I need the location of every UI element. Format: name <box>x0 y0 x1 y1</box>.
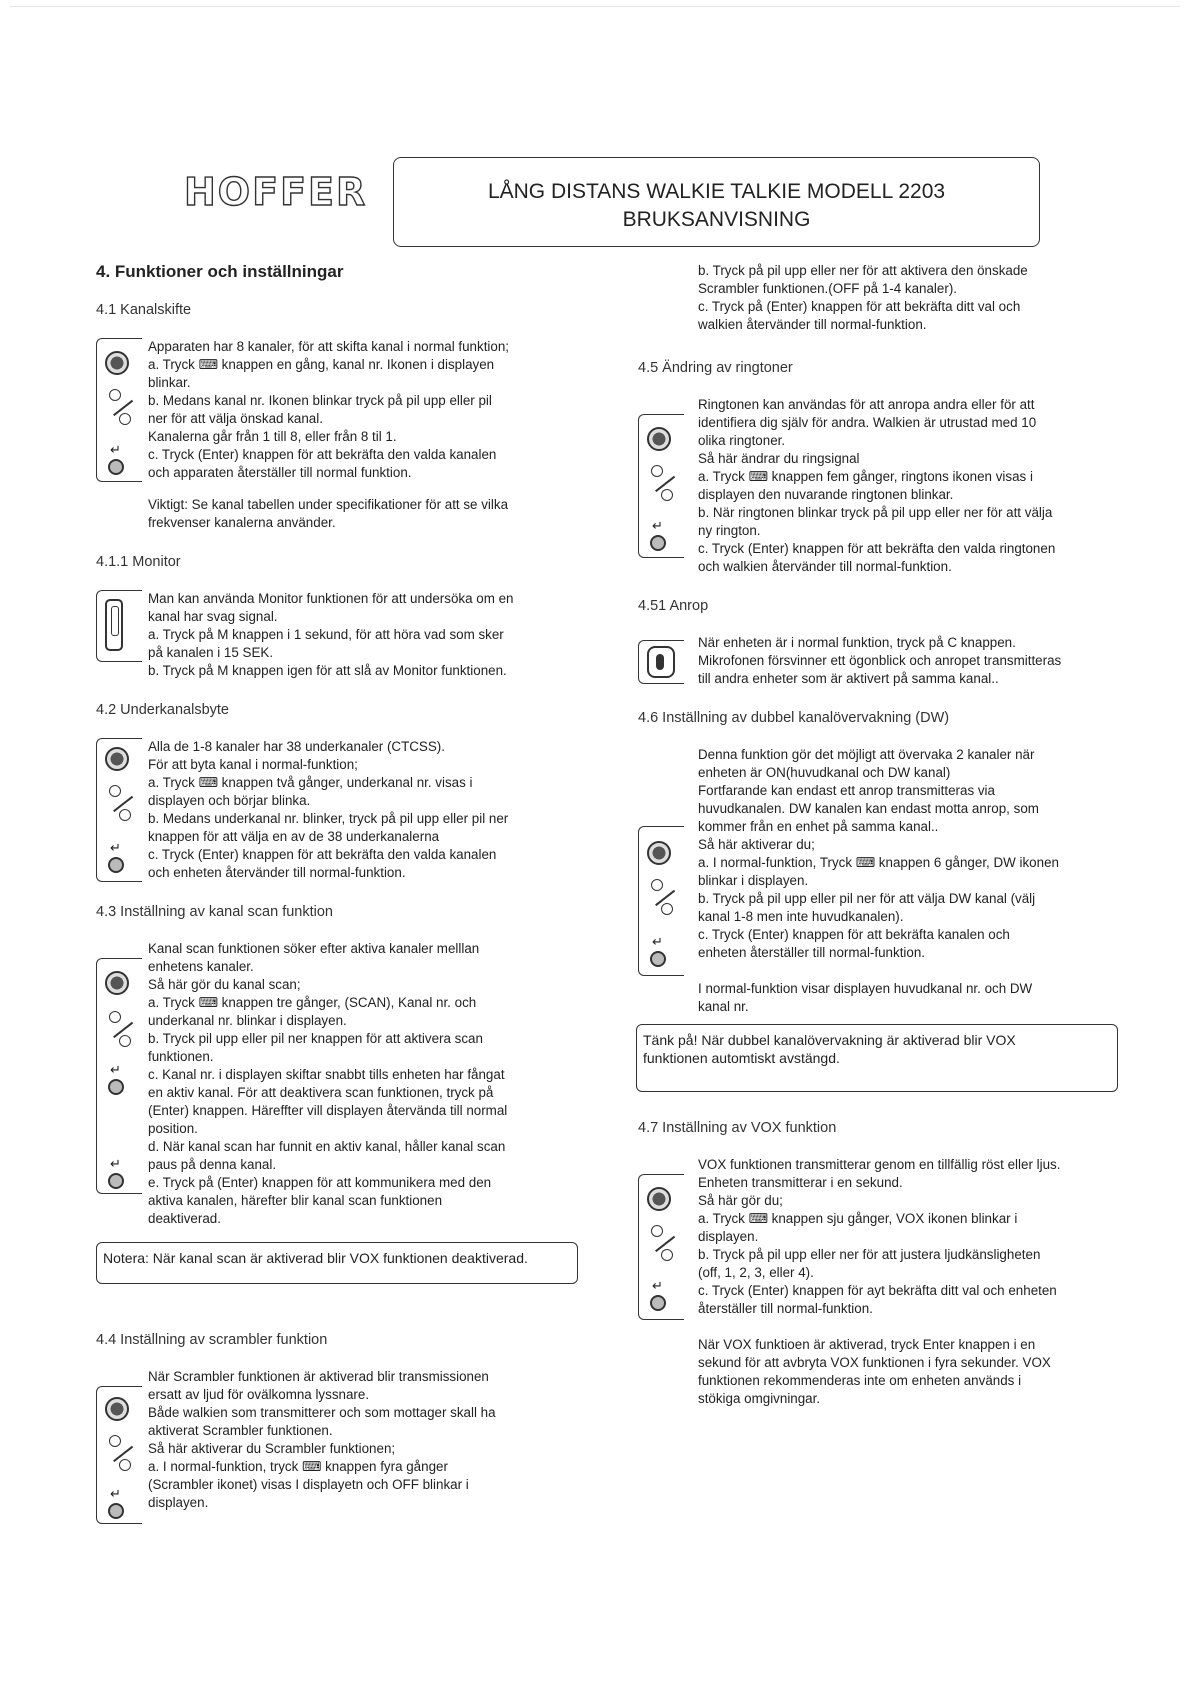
dw-note-box <box>636 1024 1118 1092</box>
text-line: a. Tryck ⌨ knappen tre gånger, (SCAN), Kanal nr. och <box>148 995 477 1010</box>
enter-button-icon: ↵ <box>647 1279 671 1313</box>
up-down-arrows-icon <box>105 781 135 831</box>
text-line: Apparaten har 8 kanaler, för att skifta kanal i normal funktion; <box>148 339 510 354</box>
text-line: Mikrofonen försvinner ett ögonblick och anropet transmitteras <box>698 653 1062 668</box>
text-line: kanal 1-8 men inte huvudkanalen). <box>698 909 904 924</box>
title-box <box>393 157 1040 247</box>
text-line: När VOX funktioen är aktiverad, tryck Enter knappen i en <box>698 1337 1036 1352</box>
text-line: b. Tryck på pil upp eller ner för att justera ljudkänsligheten <box>698 1247 1041 1262</box>
text-line: aktiva kanalen, härefter blir kanal scan funktionen <box>148 1193 443 1208</box>
text-line: återställer till normal-funktion. <box>698 1301 873 1316</box>
heading-4-2: 4.2 Underkanalsbyte <box>96 702 229 718</box>
section-4-7-after-text <box>698 1336 1118 1408</box>
up-down-arrows-icon <box>105 1007 135 1057</box>
dw-note-line-2: funktionen automtiskt avstängd. <box>643 1050 840 1066</box>
section-4-2-text <box>148 738 578 882</box>
up-down-arrows-icon <box>647 461 677 511</box>
icon-strip-4-1 <box>96 338 142 482</box>
text-line: kanal nr. <box>698 999 749 1014</box>
heading-4-51: 4.51 Anrop <box>638 598 709 614</box>
section-4-5 <box>638 396 1118 576</box>
text-line: I normal-funktion visar displayen huvudkanal nr. och DW <box>698 981 1033 996</box>
text-line: deaktiverad. <box>148 1211 221 1226</box>
scan-note-box <box>96 1242 578 1284</box>
title-line-2: BRUKSANVISNING <box>622 208 811 231</box>
section-4-51-text <box>698 634 1118 688</box>
heading-4-4: 4.4 Inställning av scrambler funktion <box>96 1332 328 1348</box>
text-line: knappen för att välja en av de 38 underkanalerna <box>148 829 440 844</box>
text-line: a. Tryck ⌨ knappen sju gånger, VOX ikonen blinkar i <box>698 1211 1018 1226</box>
text-line: Enheten transmitterar i en sekund. <box>698 1175 903 1190</box>
enter-button-icon: ↵ <box>105 443 129 477</box>
icon-strip-4-4 <box>96 1386 142 1524</box>
section-4-1-text <box>148 338 578 482</box>
icon-strip-4-2 <box>96 738 142 882</box>
section-4-6-text <box>698 746 1118 962</box>
text-line: Man kan använda Monitor funktionen för att undersöka om en <box>148 591 514 606</box>
up-down-arrows-icon <box>105 385 135 435</box>
section-4-7-text <box>698 1156 1118 1318</box>
text-line: identifiera dig själv för andra. Walkien är utrustad med 10 <box>698 415 1037 430</box>
text-line: funktionen rekommenderas inte om enheten används i <box>698 1373 1022 1388</box>
menu-button-icon <box>647 427 671 451</box>
menu-button-icon <box>647 1187 671 1211</box>
text-line: ersatt av ljud för ovälkomna lyssnare. <box>148 1387 370 1402</box>
text-line: (off, 1, 2, 3, eller 4). <box>698 1265 814 1280</box>
text-line: a. Tryck ⌨ knappen två gånger, underkanal nr. visas i <box>148 775 473 790</box>
section-4-1 <box>96 338 578 532</box>
text-line: till andra enheter som är aktivert på samma kanal.. <box>698 671 999 686</box>
text-line: c. Tryck (Enter) knappen för att bekräfta den valda ringtonen <box>698 541 1056 556</box>
text-line: c. Tryck på (Enter) knappen för att bekräfta ditt val och <box>698 299 1021 314</box>
section-4-4-continued-text <box>698 262 1118 334</box>
text-line: Så här aktiverar du; <box>698 837 815 852</box>
text-line: enhetens kanaler. <box>148 959 254 974</box>
up-down-arrows-icon <box>105 1431 135 1481</box>
heading-4-1: 4.1 Kanalskifte <box>96 302 192 318</box>
hoffer-logo <box>184 170 374 230</box>
text-line: e. Tryck på (Enter) knappen för att kommunikera med den <box>148 1175 492 1190</box>
text-line: Ringtonen kan användas för att anropa andra eller för att <box>698 397 1035 412</box>
text-line: c. Tryck (Enter) knappen för att bekräfta den valda kanalen <box>148 847 497 862</box>
text-line: a. I normal-funktion, Tryck ⌨ knappen 6 gånger, DW ikonen <box>698 855 1059 870</box>
text-line: stökiga omgivningar. <box>698 1391 821 1406</box>
text-line: a. I normal-funktion, tryck ⌨ knappen fyra gånger <box>148 1459 448 1474</box>
text-line: funktionen. <box>148 1049 214 1064</box>
text-line: b. Tryck pil upp eller pil ner knappen för att aktivera scan <box>148 1031 483 1046</box>
text-line: frekvenser kanalerna använder. <box>148 515 336 530</box>
section-4-3-text <box>148 940 578 1228</box>
text-line: sekund för att avbryta VOX funktionen i fyra sekunder. VOX <box>698 1355 1051 1370</box>
text-line: c. Kanal nr. i displayen skiftar snabbt tills enheten har fångat <box>148 1067 505 1082</box>
text-line: Så här aktiverar du Scrambler funktionen; <box>148 1441 396 1456</box>
menu-button-icon <box>105 351 129 375</box>
menu-button-icon <box>105 971 129 995</box>
text-line: a. Tryck på M knappen i 1 sekund, för att höra vad som sker <box>148 627 504 642</box>
up-down-arrows-icon <box>647 1221 677 1271</box>
text-line: d. När kanal scan har funnit en aktiv kanal, håller kanal scan <box>148 1139 506 1154</box>
text-line: ner för att välja önskad kanal. <box>148 411 323 426</box>
section-4-2 <box>96 738 578 882</box>
right-column <box>638 262 1118 1428</box>
icon-strip-4-5 <box>638 414 684 558</box>
text-line: c. Tryck (Enter) knappen för att bekräfta den valda kanalen <box>148 447 497 462</box>
text-line: displayen. <box>698 1229 759 1244</box>
text-line: b. Tryck på M knappen igen för att slå av Monitor funktionen. <box>148 663 507 678</box>
text-line: c. Tryck (Enter) knappen för ayt bekräfta ditt val och enheten <box>698 1283 1057 1298</box>
scan-edge <box>10 6 1180 7</box>
section-4-5-text <box>698 396 1118 576</box>
left-column <box>96 262 578 1532</box>
menu-button-icon <box>105 747 129 771</box>
text-line: enheten är ON(huvudkanal och DW kanal) <box>698 765 951 780</box>
text-line: displayen. <box>148 1495 209 1510</box>
text-line: och enheten återvänder till normal-funktion. <box>148 865 406 880</box>
title-line-1: LÅNG DISTANS WALKIE TALKIE MODELL 2203 <box>487 180 946 203</box>
text-line: position. <box>148 1121 198 1136</box>
text-line: b. När ringtonen blinkar tryck på pil upp eller ner för att välja <box>698 505 1053 520</box>
section-4-1-1-text <box>148 590 578 680</box>
text-line: b. Tryck på pil upp eller ner för att aktivera den önskade <box>698 263 1028 278</box>
text-line: c. Tryck (Enter) knappen för att bekräfta kanalen och <box>698 927 1010 942</box>
enter-button-icon: ↵ <box>105 1157 129 1191</box>
text-line: a. Tryck ⌨ knappen en gång, kanal nr. Ikonen i displayen <box>148 357 495 372</box>
text-line: displayen och börjar blinka. <box>148 793 311 808</box>
text-line: blinkar. <box>148 375 191 390</box>
text-line: (Scrambler ikonet) visas I displayetn och OFF blinkar i <box>148 1477 469 1492</box>
heading-4-5: 4.5 Ändring av ringtoner <box>638 360 793 376</box>
section-4-3 <box>96 940 578 1228</box>
section-4-4 <box>96 1368 578 1512</box>
text-line: kommer från en enhet på samma kanal.. <box>698 819 939 834</box>
icon-strip-4-6 <box>638 826 684 976</box>
text-line: Scrambler funktionen.(OFF på 1-4 kanaler). <box>698 281 957 296</box>
text-line: på kanalen i 15 SEK. <box>148 645 274 660</box>
section-4-6 <box>638 746 1118 1016</box>
text-line: kanal har svag signal. <box>148 609 278 624</box>
section-4-4-text <box>148 1368 578 1512</box>
text-line: walkien återvänder till normal-funktion. <box>698 317 927 332</box>
text-line: När Scrambler funktionen är aktiverad blir transmissionen <box>148 1369 489 1384</box>
section-4-1-important <box>148 496 578 532</box>
scan-note-text: Notera: När kanal scan är aktiverad blir VOX funktionen deaktiverad. <box>103 1250 528 1266</box>
text-line: Så här gör du kanal scan; <box>148 977 301 992</box>
main-heading: 4. Funktioner och inställningar <box>96 262 344 281</box>
text-line: Kanal scan funktionen söker efter aktiva kanaler melllan <box>148 941 480 956</box>
text-line: Alla de 1-8 kanaler har 38 underkanaler (CTCSS). <box>148 739 445 754</box>
text-line: För att byta kanal i normal-funktion; <box>148 757 358 772</box>
heading-4-7: 4.7 Inställning av VOX funktion <box>638 1120 837 1136</box>
dw-note-line-1: Tänk på! När dubbel kanalövervakning är aktiverad blir VOX <box>643 1032 1016 1048</box>
monitor-button-icon <box>105 599 123 651</box>
text-line: huvudkanalen. DW kanalen kan endast motta anrop, som <box>698 801 1039 816</box>
text-line: Både walkien som transmitterer och som mottager skall ha <box>148 1405 496 1420</box>
text-line: paus på denna kanal. <box>148 1157 277 1172</box>
icon-strip-4-7 <box>638 1174 684 1320</box>
section-4-1-1 <box>96 590 578 680</box>
text-line: displayen den nuvarande ringtonen blinkar. <box>698 487 954 502</box>
text-line: b. Tryck på pil upp eller pil ner för att välja DW kanal (välj <box>698 891 1036 906</box>
enter-button-icon: ↵ <box>105 1487 129 1521</box>
up-down-arrows-icon <box>647 875 677 925</box>
heading-4-1-1: 4.1.1 Monitor <box>96 554 181 570</box>
enter-button-icon: ↵ <box>647 519 671 553</box>
text-line: b. Medans kanal nr. Ikonen blinkar tryck på pil upp eller pil <box>148 393 492 408</box>
logo-wordmark: HOFFER <box>184 170 368 214</box>
text-line: Så här gör du; <box>698 1193 783 1208</box>
text-line: VOX funktionen transmitterar genom en tillfällig röst eller ljus. <box>698 1157 1061 1172</box>
text-line: Kanalerna går från 1 till 8, eller från 8 til 1. <box>148 429 397 444</box>
text-line: aktiverat Scrambler funktionen. <box>148 1423 333 1438</box>
enter-button-icon: ↵ <box>105 1063 129 1097</box>
icon-strip-4-51 <box>638 640 684 684</box>
icon-strip-4-3 <box>96 958 142 1194</box>
text-line: Denna funktion gör det möjligt att övervaka 2 kanaler när <box>698 747 1035 762</box>
text-line: en aktiv kanal. För att deaktivera scan funktionen, tryck på <box>148 1085 494 1100</box>
call-button-icon <box>647 646 675 678</box>
text-line: olika ringtoner. <box>698 433 786 448</box>
section-4-7 <box>638 1156 1118 1408</box>
text-line: Viktigt: Se kanal tabellen under specifikationer för att se vilka <box>148 497 509 512</box>
text-line: och walkien återvänder till normal-funktion. <box>698 559 952 574</box>
enter-button-icon: ↵ <box>105 841 129 875</box>
section-4-6-after-text <box>698 980 1118 1016</box>
text-line: ny rington. <box>698 523 761 538</box>
text-line: b. Medans underkanal nr. blinker, tryck på pil upp eller pil ner <box>148 811 509 826</box>
heading-4-3: 4.3 Inställning av kanal scan funktion <box>96 904 333 920</box>
text-line: underkanal nr. blinkar i displayen. <box>148 1013 347 1028</box>
menu-button-icon <box>647 841 671 865</box>
text-line: (Enter) knappen. Häreffter vill displayen återvända till normal <box>148 1103 508 1118</box>
text-line: enheten återställer till normal-funktion. <box>698 945 926 960</box>
section-4-51 <box>638 634 1118 688</box>
text-line: blinkar i displayen. <box>698 873 809 888</box>
text-line: När enheten är i normal funktion, tryck på C knappen. <box>698 635 1016 650</box>
enter-button-icon: ↵ <box>647 935 671 969</box>
text-line: a. Tryck ⌨ knappen fem gånger, ringtons ikonen visas i <box>698 469 1033 484</box>
heading-4-6: 4.6 Inställning av dubbel kanalövervakning (DW) <box>638 710 950 726</box>
section-4-4-continued <box>638 262 1118 334</box>
menu-button-icon <box>105 1397 129 1421</box>
text-line: och apparaten återställer till normal funktion. <box>148 465 412 480</box>
icon-strip-4-1-1 <box>96 590 142 662</box>
text-line: Så här ändrar du ringsignal <box>698 451 860 466</box>
text-line: Fortfarande kan endast ett anrop transmitteras via <box>698 783 995 798</box>
